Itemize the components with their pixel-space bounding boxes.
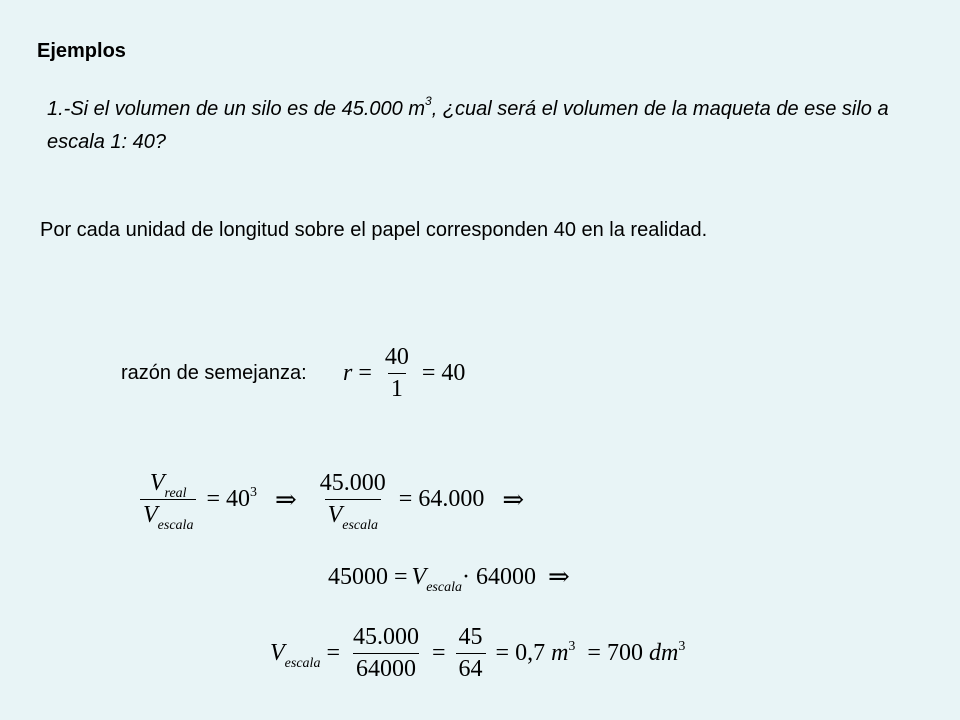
ratio-numerator: 40 xyxy=(384,344,409,370)
problem-statement xyxy=(47,94,907,158)
solve-equation xyxy=(328,562,568,595)
result-fraction-1-numerator: 45.000 xyxy=(352,624,419,650)
result-fraction-2-numerator: 45 xyxy=(458,624,483,650)
slide-title: Ejemplos xyxy=(37,40,126,62)
ratio-variable: r xyxy=(343,360,353,386)
volume-ratio-equation xyxy=(136,470,523,533)
substituted-fraction xyxy=(317,470,389,533)
volume-ratio-fraction xyxy=(140,470,196,533)
ratio-label: razón de semejanza: xyxy=(121,362,307,384)
ratio-equation xyxy=(343,344,471,403)
problem-text-after: , ¿cual será el volumen de la maqueta de ese silo a escala 1: 40? xyxy=(47,98,889,153)
result-fraction-2-denominator: 64 xyxy=(456,653,486,683)
substituted-denominator: $V_{escala}$ xyxy=(325,499,381,529)
ratio-fraction xyxy=(382,344,412,403)
result-equals: = xyxy=(326,640,340,666)
ratio-denominator: 1 xyxy=(388,373,406,403)
result-variable: $V_{escala}$ xyxy=(270,640,321,671)
problem-exponent: 3 xyxy=(425,94,432,108)
result-equals-2: = xyxy=(431,640,446,666)
volume-ratio-denominator: $V_{escala}$ xyxy=(140,499,196,529)
solve-lhs: 45000 = xyxy=(328,563,408,590)
problem-text-before: 1.-Si el volumen de un silo es de 45.000 m xyxy=(47,98,425,120)
solve-variable: $V_{escala}$ xyxy=(411,563,462,595)
volume-ratio-rhs: = $40^3$ xyxy=(206,485,257,512)
substituted-numerator: 45.000 xyxy=(319,470,386,496)
result-equation xyxy=(270,624,691,683)
substituted-rhs: = 64.000 xyxy=(398,486,485,512)
result-fraction-1-denominator: 64000 xyxy=(353,653,419,683)
result-value-m3: = 0,7 $m^3$ xyxy=(495,639,576,666)
implies-arrow-icon: ⇒ xyxy=(502,484,523,514)
ratio-equals: = xyxy=(358,360,372,386)
volume-ratio-numerator: $V_{real}$ xyxy=(149,470,187,501)
result-value-dm3: = 700 $dm^3$ xyxy=(587,639,686,666)
implies-arrow-icon: ⇒ xyxy=(547,562,568,591)
solve-rhs: · 64000 xyxy=(461,563,536,590)
implies-arrow-icon: ⇒ xyxy=(274,484,295,514)
ratio-result: = 40 xyxy=(421,360,466,386)
scale-explanation: Por cada unidad de longitud sobre el papel corresponden 40 en la realidad. xyxy=(40,219,708,241)
result-fraction-1 xyxy=(350,624,422,683)
result-fraction-2 xyxy=(456,624,486,683)
